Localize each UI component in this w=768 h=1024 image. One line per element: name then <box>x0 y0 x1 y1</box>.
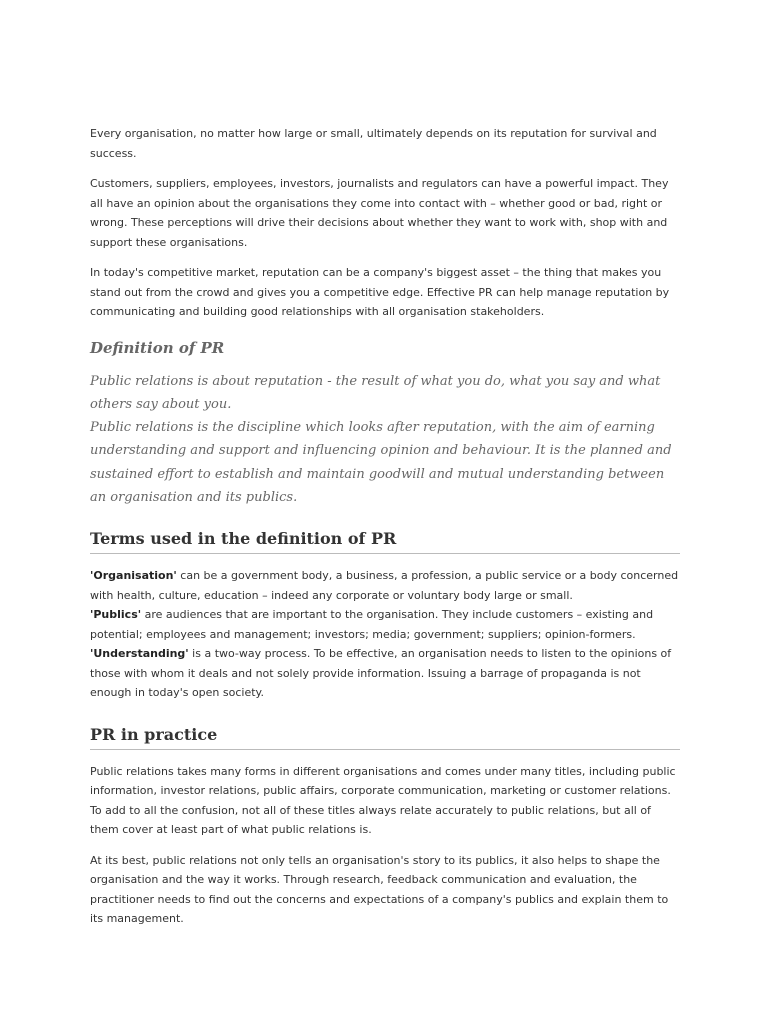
practice-content <box>90 762 680 929</box>
term-entry <box>90 605 680 644</box>
intro-paragraph: Customers, suppliers, employees, investors, journalists and regulators can have a powerful impact. They all have an opinion about the organisations they come into contact with – whether good or bad, right or wrong. These perceptions will drive their decisions about whether they want to work with, shop with and support these organisations. <box>90 177 669 249</box>
practice-paragraph: At its best, public relations not only tells an organisation's story to its publics, it also helps to shape the organisation and the way it works. Through research, feedback communication and evaluation, the practitioner needs to find out the concerns and expectations of a company's publics and explain them to its management. <box>90 853 669 926</box>
definition-heading: Definition of PR <box>90 338 225 357</box>
terms-section-heading: Terms used in the definition of PR <box>90 527 680 554</box>
term-text: can be a government body, a business, a profession, a public service or a body concerned with health, culture, education – indeed any corporate or voluntary body large or small. <box>90 569 679 602</box>
practice-section-heading: PR in practice <box>90 723 680 750</box>
definition-line: Public relations is about reputation - the result of what you do, what you say and what others say about you. <box>90 373 661 412</box>
intro-paragraph: In today's competitive market, reputation can be a company's biggest asset – the thing that makes you stand out from the crowd and gives you a competitive edge. Effective PR can help manage reputation by communicating and building good relationships with all organisation stakeholders. <box>90 266 670 318</box>
term-entry <box>90 644 680 703</box>
document-body <box>90 124 680 940</box>
term-word: 'Publics' <box>90 608 142 622</box>
term-text: is a two-way process. To be effective, an organisation needs to listen to the opinions of those with whom it deals and not solely provide information. Issuing a barrage of propaganda is not enough in today's open society. <box>90 647 672 700</box>
definition-line: Public relations is the discipline which looks after reputation, with the aim of earning understanding and support and influencing opinion and behaviour. It is the planned and sustained effort to establish and maintain goodwill and mutual understanding between an organisation and its publics. <box>90 420 672 505</box>
term-word: 'Understanding' <box>90 647 189 661</box>
term-text: are audiences that are important to the organisation. They include customers – existing and potential; employees and management; investors; media; government; suppliers; opinion-formers. <box>90 608 654 641</box>
practice-paragraph: Public relations takes many forms in different organisations and comes under many titles, including public information, investor relations, public affairs, corporate communication, marketing or customer relations. To add to all the confusion, not all of these titles always relate accurately to public relations, but all of them cover at least part of what public relations is. <box>90 764 676 837</box>
term-entry <box>90 566 680 605</box>
term-word: 'Organisation' <box>90 569 177 583</box>
intro-paragraph: Every organisation, no matter how large or small, ultimately depends on its reputation for survival and success. <box>90 127 657 160</box>
terms-list <box>90 566 680 703</box>
